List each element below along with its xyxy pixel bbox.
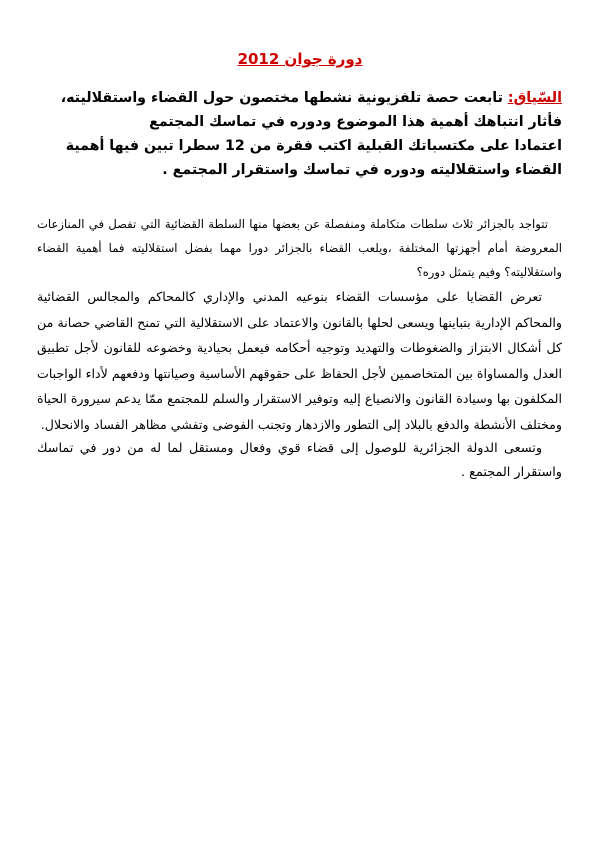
context-label: السّياق: — [507, 90, 562, 106]
session-title: دورة جوان 2012 — [237, 50, 363, 68]
task-statement — [32, 86, 562, 182]
answer-paragraph-intro: تتواجد بالجزائر ثلاث سلطات متكاملة ومنفصلة عن بعضها منها السلطة القضائية التي تفصل في المنازعات المعروضة أمام أجهزتها المختلفة ،ويلعب القضاء بالجزائر دورا مهما بفضل استقلاليته فما أهمية القضاء واستقلاليته؟ وفيم يتمثل دوره؟ — [37, 217, 562, 279]
answer-body — [37, 212, 562, 485]
task-instruction: اعتمادا على مكتسباتك القبلية اكتب فقرة من 12 سطرا تبين فيها أهمية القضاء واستقلاليته ودوره في تماسك واستقرار المجتمع . — [65, 138, 562, 178]
answer-paragraph-conclusion: وتسعى الدولة الجزائرية للوصول إلى قضاء قوي وفعال ومستقل لما له من دور في تماسك واستقرار المجتمع . — [37, 441, 562, 480]
context-text: تابعت حصة تلفزيونية نشطها مختصون حول القضاء واستقلاليته، فأثار انتباهك أهمية هذا الموضوع ودوره في تماسك المجتمع — [60, 90, 562, 130]
answer-paragraph-body: تعرض القضايا على مؤسسات القضاء بنوعيه المدني والإداري كالمحاكم والمجالس القضائية والمحاكم الإدارية بتباينها ويسعى لحلها بالقانون والاعتماد على الاستقلالية التي تمنح القاضي حصانة من كل أشكال الابتزاز والضغوطات والتهديد وتوجيه أحكامه فيعمل بحيادية وخضوعه للقانون لأجل تطبيق العدل والمساواة بين المتخاصمين لأجل الحفاظ على حقوقهم الأساسية وصيانتها ودفعهم لأداء الواجبات المكلفون بها وسيادة القانون والانصياع إليه وتوفير الاستقرار والسلم للمجتمع ممّا يدعم سيرورة الحياة ومختلف الأنشطة والدفع بالبلاد إلى التطور والازدهار وتجنب الفوضى وتفشي مظاهر الفساد والانحلال. — [36, 289, 562, 432]
